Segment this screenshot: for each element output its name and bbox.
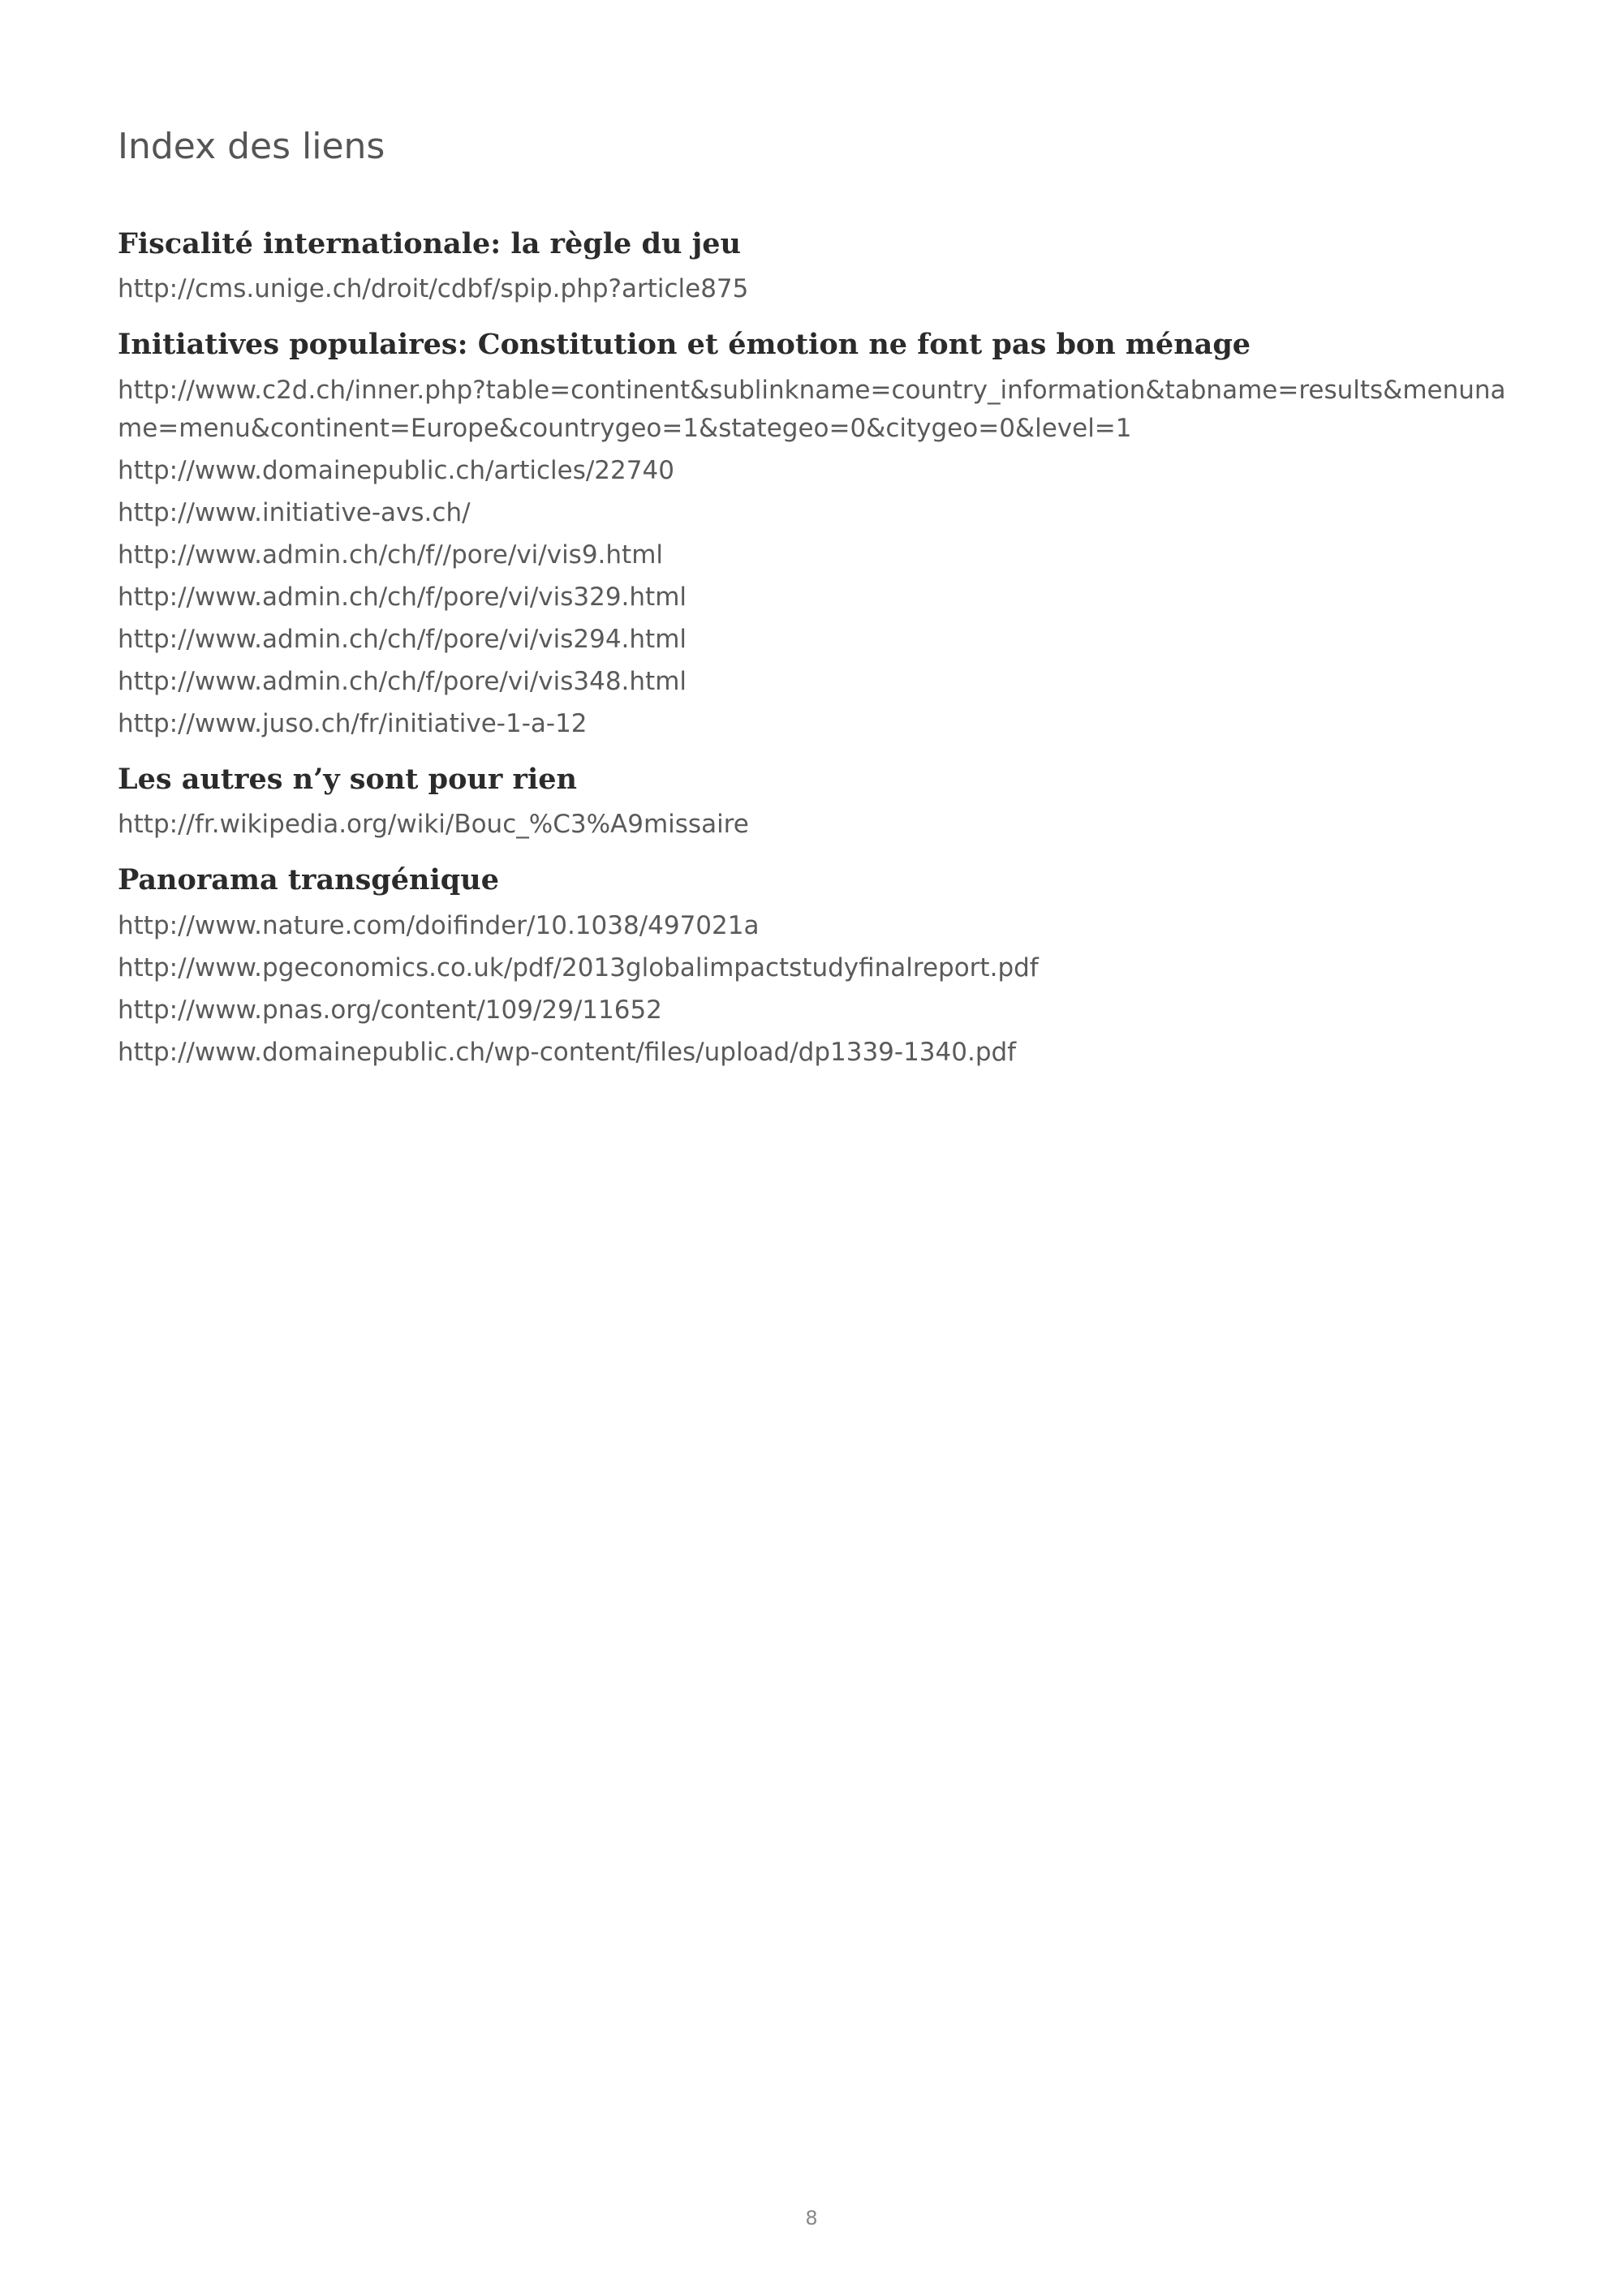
list-item — [118, 806, 1513, 844]
list-item — [118, 663, 1513, 701]
url-link[interactable]: http://fr.wikipedia.org/wiki/Bouc_%C3%A9missaire — [118, 810, 749, 840]
url-link[interactable]: http://www.domainepublic.ch/articles/22740 — [118, 455, 674, 485]
link-list — [118, 270, 1513, 308]
link-section — [118, 761, 1513, 845]
url-link[interactable]: http://www.admin.ch/ch/f/pore/vi/vis329.html — [118, 582, 687, 612]
link-section — [118, 226, 1513, 309]
url-link[interactable]: http://www.nature.com/doifinder/10.1038/497021a — [118, 910, 760, 940]
section-heading: Initiatives populaires: Constitution et émotion ne font pas bon ménage — [118, 328, 1251, 362]
url-link[interactable]: http://www.domainepublic.ch/wp-content/files/upload/dp1339-1340.pdf — [118, 1037, 1017, 1067]
link-list — [118, 372, 1513, 743]
url-link[interactable]: http://www.admin.ch/ch/f/pore/vi/vis348.html — [118, 666, 687, 696]
link-section — [118, 862, 1513, 1072]
list-item — [118, 621, 1513, 659]
link-list — [118, 907, 1513, 1072]
url-link[interactable]: http://cms.unige.ch/droit/cdbf/spip.php?article875 — [118, 274, 749, 304]
list-item — [118, 452, 1513, 490]
list-item — [118, 270, 1513, 308]
page-content — [118, 126, 1513, 1090]
page-title: Index des liens — [118, 126, 385, 167]
url-link[interactable]: http://www.juso.ch/fr/initiative-1-a-12 — [118, 708, 588, 738]
list-item — [118, 494, 1513, 532]
url-link[interactable]: http://www.c2d.ch/inner.php?table=continent&sublinkname=country_information&tabname=results&menuname=menu&continent=Europe&countrygeo=1&stategeo=0&citygeo=0&level=1 — [118, 375, 1506, 443]
list-item — [118, 907, 1513, 945]
list-item — [118, 578, 1513, 617]
list-item — [118, 536, 1513, 574]
list-item — [118, 372, 1513, 448]
url-link[interactable]: http://www.pgeconomics.co.uk/pdf/2013globalimpactstudyfinalreport.pdf — [118, 952, 1039, 982]
url-link[interactable]: http://www.initiative-avs.ch/ — [118, 497, 471, 527]
url-link[interactable]: http://www.pnas.org/content/109/29/11652 — [118, 995, 662, 1025]
page-number: 8 — [805, 2207, 818, 2229]
section-heading: Panorama transgénique — [118, 863, 499, 897]
link-list — [118, 806, 1513, 844]
link-index — [118, 226, 1513, 1072]
list-item — [118, 949, 1513, 987]
list-item — [118, 705, 1513, 743]
list-item — [118, 1034, 1513, 1072]
url-link[interactable]: http://www.admin.ch/ch/f//pore/vi/vis9.html — [118, 540, 664, 570]
link-section — [118, 326, 1513, 743]
section-heading: Les autres n’y sont pour rien — [118, 762, 577, 796]
url-link[interactable]: http://www.admin.ch/ch/f/pore/vi/vis294.html — [118, 624, 687, 654]
section-heading: Fiscalité internationale: la règle du jeu — [118, 226, 741, 260]
list-item — [118, 991, 1513, 1030]
